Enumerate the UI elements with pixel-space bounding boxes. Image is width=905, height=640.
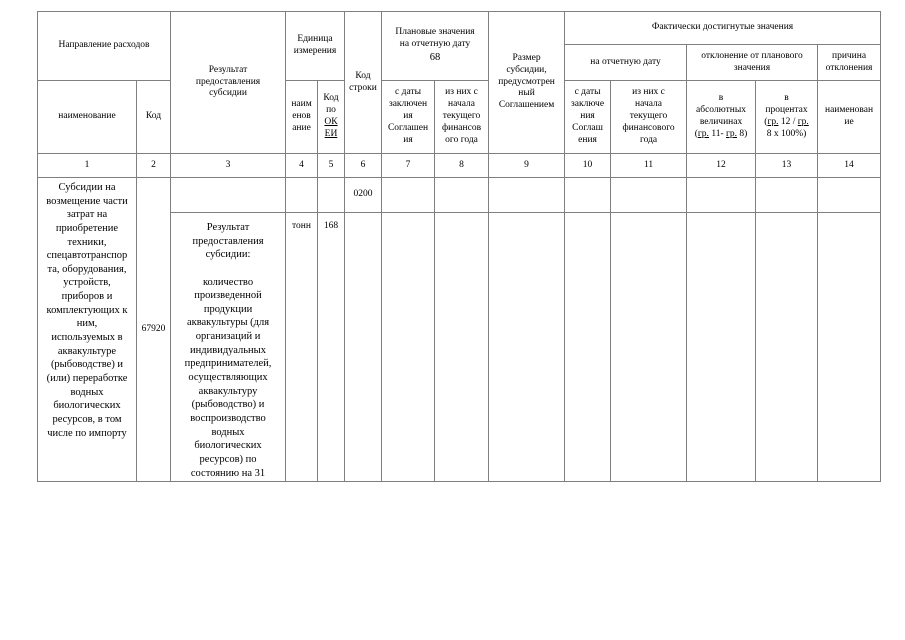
value-cell [818,178,881,213]
okei-empty-cell [318,178,345,213]
result-empty-cell [171,178,286,213]
value-cell [818,213,881,482]
table-row [38,178,881,213]
value-cell [687,213,756,482]
header-plan-since-year: из них с начала текущего финансов ого года [435,81,489,154]
header-deviation-percent: в процентах (гр. 12 / гр. 8 x 100%) [756,81,818,154]
column-number-row [38,154,881,178]
value-cell [489,178,565,213]
header-actual-on-date: на отчетную дату [565,45,687,81]
value-cell [687,178,756,213]
header-actual: Фактически достигнутые значения [565,12,881,45]
value-cell [435,178,489,213]
header-direction: Направление расходов [38,12,171,81]
value-cell [489,213,565,482]
header-unit: Единица измерения [286,12,345,81]
header-direction-name: наименование [38,81,137,154]
header-result: Результат предоставления субсидии [171,12,286,154]
column-number: 4 [286,154,318,178]
column-number: 14 [818,154,881,178]
row-code-cell: 0200 [345,178,382,213]
header-direction-code: Код [137,81,171,154]
header-row-code: Код строки [345,12,382,154]
column-number: 9 [489,154,565,178]
column-number: 8 [435,154,489,178]
value-cell [611,178,687,213]
column-number: 7 [382,154,435,178]
value-cell [756,178,818,213]
result-text-cell: Результат предоставления субсидии: количество произведенной продукции аквакультуры (для организаций и индивидуальных предпринимателей, осуществляющих аквакультуру (рыбоводство) и воспроизводство водных биологических ресурсов) по состоянию на 31 [171,213,286,482]
header-planned-number: 68 [429,52,441,64]
column-number: 11 [611,154,687,178]
header-plan-from-date: с даты заключен ия Соглашен ия [382,81,435,154]
column-number: 12 [687,154,756,178]
column-number: 13 [756,154,818,178]
column-number: 10 [565,154,611,178]
header-reason-name: наименован ие [818,81,881,154]
value-cell [382,213,435,482]
value-cell [565,213,611,482]
value-cell [345,213,382,482]
column-number: 6 [345,154,382,178]
value-cell [565,178,611,213]
direction-code-cell: 67920 [137,178,171,482]
column-number: 3 [171,154,286,178]
column-number: 2 [137,154,171,178]
header-unit-name: наим енов ание [286,81,318,154]
header-planned-title: Плановые значения на отчетную дату [395,27,475,50]
header-deviation: отклонение от планового значения [687,45,818,81]
value-cell [756,213,818,482]
subsidy-report-table [37,11,881,482]
header-subsidy: Размер субсидии, предусмотрен ный Соглашением [489,12,565,154]
header-act-from-date: с даты заключе ния Соглаш ения [565,81,611,154]
unit-name-cell: тонн [286,213,318,482]
okei-code-cell: 168 [318,213,345,482]
header-okei: Код по ОК ЕИ [318,81,345,154]
header-act-since-year: из них с начала текущего финансового года [611,81,687,154]
header-deviation-absolute: в абсолютных величинах (гр. 11- гр. 8) [687,81,756,154]
header-planned [382,12,489,81]
value-cell [382,178,435,213]
column-number: 1 [38,154,137,178]
value-cell [611,213,687,482]
value-cell [435,213,489,482]
unit-name-empty-cell [286,178,318,213]
header-reason: причина отклонения [818,45,881,81]
direction-name-cell: Субсидии на возмещение части затрат на приобретение техники, спецавтотранспор та, оборудования, устройств, приборов и комплектующих к ним, используемых в аквакультуре (рыбоводстве) и (или) переработке водных биологических ресурсов, в том числе по импорту [38,178,137,482]
column-number: 5 [318,154,345,178]
